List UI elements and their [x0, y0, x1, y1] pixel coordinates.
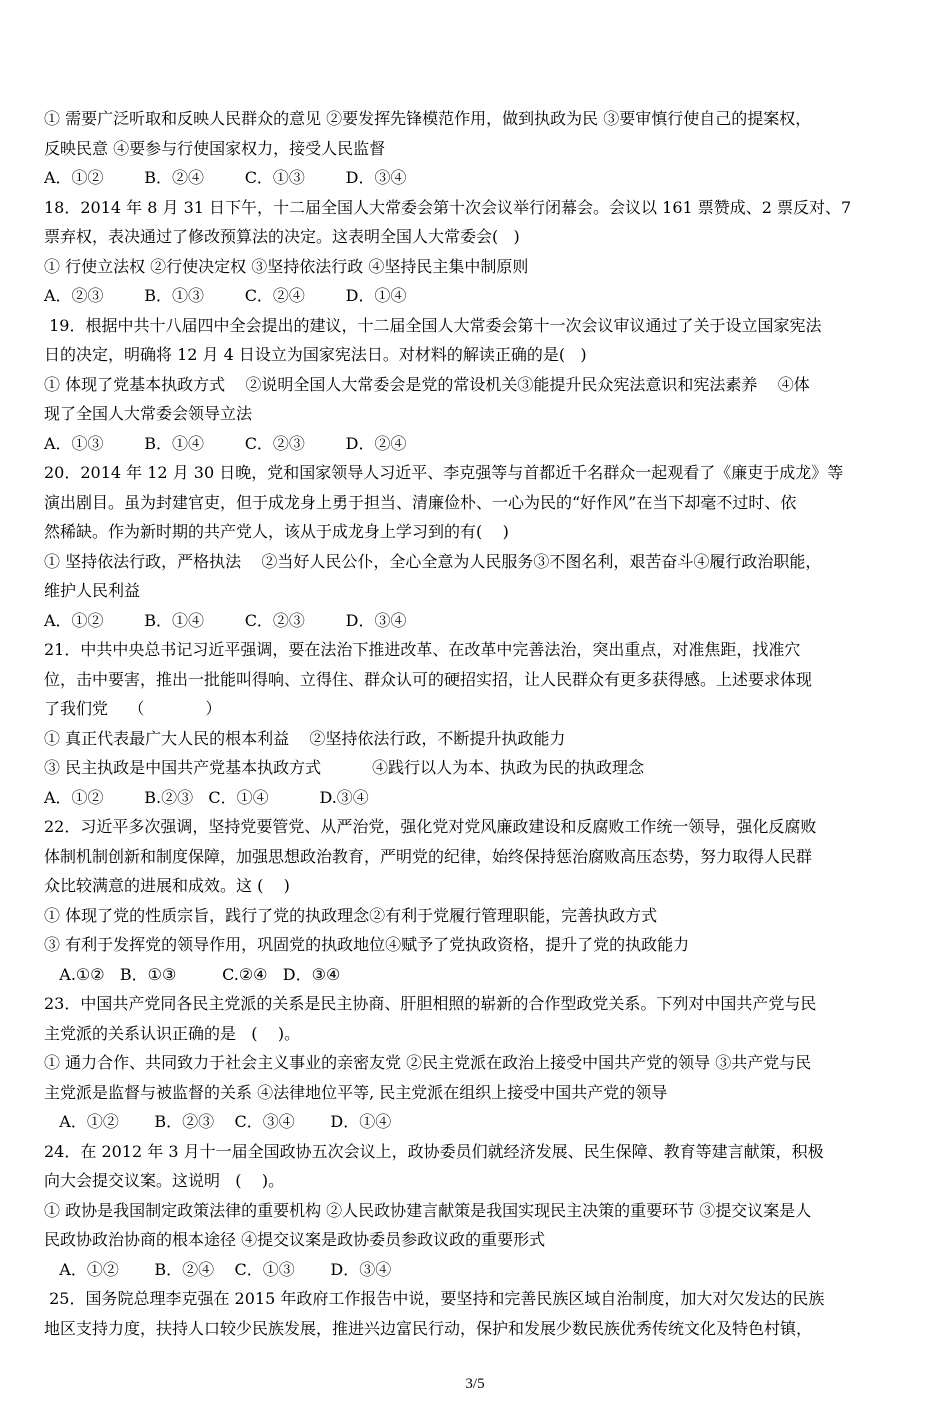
text-line: ③ 有利于发挥党的领导作用，巩固党的执政地位④赋予了党执政资格，提升了党的执政能力: [44, 935, 690, 954]
text-line: ③ 民主执政是中国共产党基本执政方式 ④践行以人为本、执政为民的执政理念: [44, 758, 644, 777]
text-line: 维护人民利益: [44, 581, 141, 600]
text-line: 现了全国人大常委会领导立法: [44, 404, 253, 423]
text-line: 主党派是监督与被监督的关系 ④法律地位平等, 民主党派在组织上接受中国共产党的领导: [44, 1082, 668, 1102]
answer-options: A．①② B．②④ C．①③ D．③④: [44, 168, 407, 187]
question-22: 22．习近平多次强调，坚持党要管党、从严治党，强化党对党风廉政建设和反腐败工作统一领导，强化反腐败: [44, 817, 817, 836]
question-21: 21．中共中央总书记习近平强调，要在法治下推进改革、在改革中完善法治，突出重点，对准焦距，找准穴: [44, 640, 801, 659]
question-25: 25．国务院总理李克强在 2015 年政府工作报告中说，要坚持和完善民族区域自治制度，加大对欠发达的民族: [44, 1289, 825, 1308]
question-18: 18．2014 年 8 月 31 日下午，十二届全国人大常委会第十次会议举行闭幕会。会议以 161 票赞成、2 票反对、7: [44, 197, 852, 217]
answer-options: A．①② B．②④ C．①③ D．③④: [44, 1259, 392, 1279]
text-line: 然稀缺。作为新时期的共产党人，该从于成龙身上学习到的有( ): [44, 522, 509, 541]
answer-options: A．①② B．①④ C．②③ D．③④: [44, 610, 407, 630]
question-24: 24．在 2012 年 3 月十一届全国政协五次会议上，政协委员们就经济发展、民生保障、教育等建言献策，积极: [44, 1141, 824, 1161]
answer-options: A.①② B．①③ C.②④ D．③④: [44, 964, 341, 984]
text-line: 日的决定，明确将 12 月 4 日设立为国家宪法日。对材料的解读正确的是( ): [44, 345, 587, 364]
text-line: ① 坚持依法行政，严格执法 ②当好人民公仆，全心全意为人民服务③不图名利，艰苦奋斗④履行政治职能，: [44, 551, 822, 571]
text-line: 了我们党 （ ）: [44, 699, 222, 718]
text-line: 地区支持力度，扶持人口较少民族发展，推进兴边富民行动，保护和发展少数民族优秀传统文化及特色村镇，: [44, 1318, 813, 1338]
text-line: 体制机制创新和制度保障，加强思想政治教育，严明党的纪律，始终保持惩治腐败高压态势，努力取得人民群: [44, 846, 813, 866]
text-line: ① 体现了党基本执政方式 ②说明全国人大常委会是党的常设机关③能提升民众宪法意识和宪法素养 ④体: [44, 374, 810, 394]
text-line: 反映民意 ④要参与行使国家权力，接受人民监督: [44, 138, 386, 158]
answer-options: A．①② B.②③ C．①④ D.③④: [44, 787, 369, 807]
page-number: 3/5: [465, 1376, 485, 1392]
text-line: ① 真正代表最广大人民的根本利益 ②坚持依法行政，不断提升执政能力: [44, 728, 566, 748]
answer-options: A．①③ B．①④ C．②③ D．②④: [44, 433, 407, 453]
answer-options: A．②③ B．①③ C．②④ D．①④: [44, 286, 407, 305]
text-line: 众比较满意的进展和成效。这 ( ): [44, 876, 290, 895]
question-20: 20．2014 年 12 月 30 日晚，党和国家领导人习近平、李克强等与首都近千名群众一起观看了《廉吏于成龙》等: [44, 463, 844, 482]
question-23: 23．中国共产党同各民主党派的关系是民主协商、肝胆相照的崭新的合作型政党关系。下列对中国共产党与民: [44, 994, 817, 1013]
text-line: ① 行使立法权 ②行使决定权 ③坚持依法行政 ④坚持民主集中制原则: [44, 256, 529, 276]
text-line: ① 需要广泛听取和反映人民群众的意见 ②要发挥先锋模范作用，做到执政为民 ③要审慎行使自己的提案权，: [44, 109, 812, 128]
text-line: ① 体现了党的性质宗旨，践行了党的执政理念②有利于党履行管理职能，完善执政方式: [44, 905, 658, 925]
text-line: 民政协政治协商的根本途径 ④提交议案是政协委员参政议政的重要形式: [44, 1230, 546, 1249]
text-line: ① 政协是我国制定政策法律的重要机构 ②人民政协建言献策是我国实现民主决策的重要环节 ③提交议案是人: [44, 1200, 812, 1220]
text-line: 演出剧目。虽为封建官吏，但于成龙身上勇于担当、清廉俭朴、一心为民的“好作风”在当下却毫不过时、依: [44, 492, 797, 512]
question-19: 19．根据中共十八届四中全会提出的建议，十二届全国人大常委会第十一次会议审议通过了关于设立国家宪法: [44, 315, 822, 335]
answer-options: A．①② B．②③ C．③④ D．①④: [44, 1112, 392, 1131]
text-line: ① 通力合作、共同致力于社会主义事业的亲密友党 ②民主党派在政治上接受中国共产党的领导 ③共产党与民: [44, 1053, 812, 1072]
document-body: [44, 104, 874, 1343]
text-line: 票弃权，表决通过了修改预算法的决定。这表明全国人大常委会( ): [44, 227, 520, 246]
text-line: 向大会提交议案。这说明 ( )。: [44, 1171, 285, 1190]
text-line: 主党派的关系认识正确的是 ( )。: [44, 1023, 301, 1043]
text-line: 位，击中要害，推出一批能叫得响、立得住、群众认可的硬招实招，让人民群众有更多获得感。上述要求体现: [44, 669, 813, 689]
